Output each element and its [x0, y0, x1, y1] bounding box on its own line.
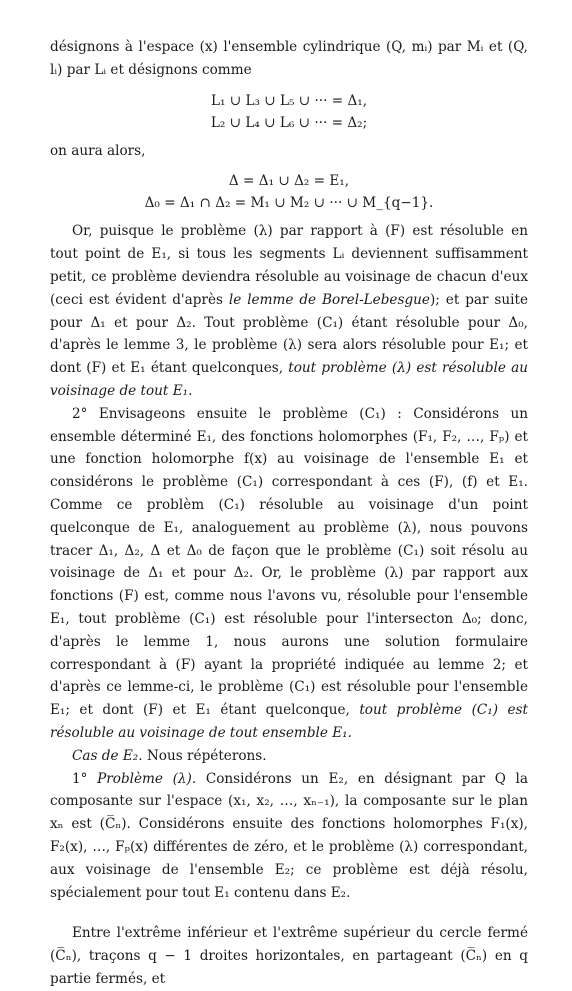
equation-delta1: L₁ ∪ L₃ ∪ L₅ ∪ ··· = Δ₁,: [210, 92, 368, 109]
paragraph-4: [50, 403, 528, 745]
equation-block-2: [50, 170, 528, 214]
paragraph-4-text: 2° Envisageons ensuite le problème (C₁) : Considérons un ensemble déterminé E₁, des fonctions holomorphes (F₁, F₂, …, Fₚ) et une fonction holomorphe f(x) au voisinage de l'ensemble E₁ et considérons le problème (C₁) correspondant à ces (F), (f) et E₁. Comme ce problèm (C₁) résoluble au voisinage d'un point quelconque de E₁, analoguement au problème (λ), nous pouvons tracer Δ₁, Δ₂, Δ et Δ₀ de façon que le problème (C₁) soit résolu au voisinage de Δ₁ et pour Δ₂. Or, le problème (λ) par rapport aux fonctions (F) est, comme nous l'avons vu, résoluble pour l'ensemble E₁, tout problème (C₁) est résoluble pour l'intersecton Δ₀; donc, d'après le lemme 1, nous aurons une solution formulaire correspondant à (F) ayant la propriété indiquée au lemme 2; et d'après ce lemme-ci, le problème (C₁) est résoluble pour l'ensemble E₁; et dont (F) et E₁ étant quelconque,: [50, 405, 528, 719]
paragraph-3-italic-conclusion: tout problème (λ) est résoluble au voisinage de tout E₁.: [50, 360, 528, 399]
paragraph-6: [50, 768, 528, 905]
equation-block-1: [50, 90, 528, 134]
paragraph-5-text: Nous répéterons.: [142, 747, 267, 764]
paragraph-6-number: 1°: [72, 770, 98, 787]
paragraph-5: [50, 745, 528, 768]
paragraph-3-text-b: ); et par suite pour Δ₁ et pour Δ₂. Tout problème (C₁) étant résoluble pour Δ₀, d'après le lemme 3, le problème (λ) sera alors résoluble pour E₁; et dont (F) et E₁ étant quelconques,: [50, 291, 529, 377]
paragraph-3-italic-lemma: le lemme de Borel-Lebesgue: [228, 291, 430, 308]
paragraph-6-text: Considérons un E₂, en désignant par Q la composante sur l'espace (x₁, x₂, …, xₙ₋₁), la composante sur le plan xₙ est (C̅ₙ). Considérons ensuite des fonctions holomorphes F₁(x), F₂(x), …, Fₚ(x) différentes de zéro, et le problème (λ) correspondant, aux voisinage de l'ensemble E₂; ce problème est déjà résolu, spécialement pour tout E₁ contenu dans E₂.: [50, 770, 528, 901]
equation-delta-union: Δ = Δ₁ ∪ Δ₂ = E₁,: [228, 173, 350, 190]
equation-delta2: L₂ ∪ L₄ ∪ L₆ ∪ ··· = Δ₂;: [210, 114, 368, 131]
paragraph-3-text-a: Or, puisque le problème (λ) par rapport à (F) est résoluble en tout point de E₁, si tous les segments Lᵢ deviennent suffisamment petit, ce problème deviendra résoluble au voisinage de chacun d'eux (ceci est évident d'après: [50, 223, 528, 308]
paragraph-3: [50, 220, 528, 402]
paragraph-7: Entre l'extrême inférieur et l'extrême supérieur du cercle fermé (C̅ₙ), traçons q − 1 droites horizontales, en partageant (C̅ₙ) en q partie fermés, et: [50, 925, 528, 987]
equation-delta0-intersection: Δ₀ = Δ₁ ∩ Δ₂ = M₁ ∪ M₂ ∪ ··· ∪ M_{q−1}.: [144, 195, 434, 212]
paper-body: [50, 36, 528, 991]
paragraph-1: désignons à l'espace (x) l'ensemble cylindrique (Q, mᵢ) par Mᵢ et (Q, lᵢ) par Lᵢ et désignons comme: [50, 39, 528, 78]
paragraph-4-italic-conclusion: tout problème (C₁) est résoluble au voisinage de tout ensemble E₁.: [50, 702, 528, 741]
paragraph-5-italic-heading: Cas de E₂.: [72, 747, 143, 764]
paragraph-6-italic-heading: Problème (λ).: [97, 770, 197, 787]
paragraph-2: on aura alors,: [50, 142, 146, 159]
